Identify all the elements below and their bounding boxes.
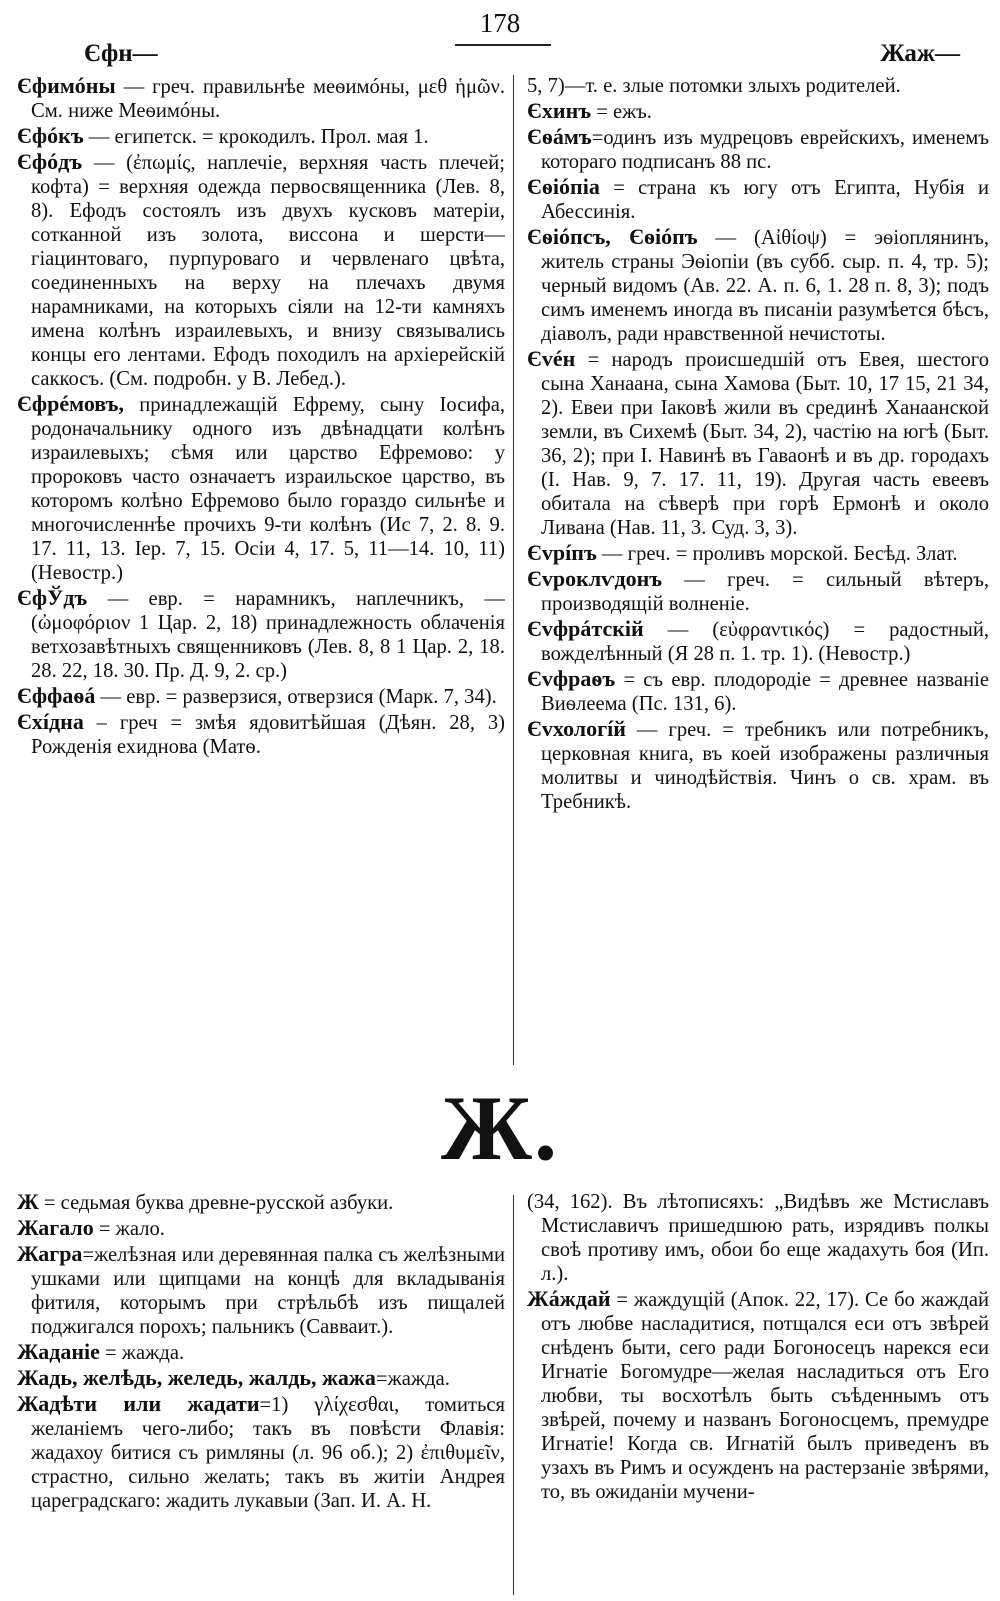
entry-headword: Єvрíпъ bbox=[527, 540, 597, 565]
entry-headword: Єфóдъ bbox=[17, 149, 83, 174]
entry-definition: — египетск. = крокодилъ. Прол. мая 1. bbox=[83, 126, 429, 148]
right-column-top bbox=[527, 74, 989, 1064]
entry-headword: Жагра bbox=[17, 1241, 83, 1266]
header-left-guide-word: Єфн— bbox=[84, 40, 158, 67]
entry-definition: = жажда. bbox=[99, 1342, 185, 1364]
entry-headword: Єvéн bbox=[527, 346, 576, 371]
entry-definition: — греч. = проливъ морской. Бесѣд. Злат. bbox=[596, 543, 958, 565]
entry-headword: Ж bbox=[17, 1189, 39, 1214]
dictionary-entry bbox=[17, 124, 505, 149]
entry-definition: — греч. правильнѣе меѳимóны, μεθ ἡμῶν. См. ниже Меѳимóны. bbox=[31, 76, 505, 122]
entry-definition: — (ἐπωμίς, наплечіе, верхняя часть плечей; кофта) = верхняя одежда первосвященника (Лев. 8, 8). Ефодъ состоялъ изъ двухъ кусковъ матеріи, сотканной изъ золота, виссона и шерсти—гіацинтоваго, пурпуроваго и червленаго цвѣта, соединенныхъ на верху на плечахъ двумя нарамниками, на которыхъ сіяли на 12-ти камняхъ имена колѣнъ израилевыхъ, и внизу связывались концы его лентами. Ефодъ походилъ на архіерейскій саккосъ. (См. подробн. у В. Лебед.). bbox=[31, 152, 505, 390]
column-divider-top bbox=[513, 75, 514, 1065]
dictionary-entry bbox=[17, 684, 505, 709]
entry-definition: 5, 7)—т. е. злые потомки злыхъ родителей. bbox=[527, 75, 901, 97]
dictionary-entry bbox=[17, 74, 505, 123]
dictionary-entry bbox=[17, 1392, 505, 1513]
entry-definition: — греч. = сильный вѣтеръ, производящій волненіе. bbox=[541, 569, 989, 615]
entry-definition: = страна къ югу отъ Египта, Нубія и Абессинія. bbox=[541, 177, 989, 223]
page-number: 178 bbox=[479, 8, 521, 38]
entry-definition: = народъ происшедшій отъ Евея, шестого сына Ханаана, сына Хамова (Быт. 10, 17 15, 21 34, 2). Евеи при Іаковѣ жили въ срединѣ Ханаанской земли, въ Сихемѣ (Быт. 34, 2), частію на югѣ (Быт. 36, 2); при І. Навинѣ въ Гаваонѣ и въ др. городахъ (І. Нав. 9, 7. 17. 11, 19). Другая часть евеевъ обитала на сѣверѣ при горѣ Ермонѣ и около Ливана (Нав. 11, 3. Суд. 3, 3). bbox=[541, 349, 989, 539]
left-column-bottom bbox=[17, 1190, 505, 1595]
entry-definition: принадлежащій Ефрему, сыну Іосифа, родоначальнику одного изъ двѣнадцати колѣнъ израилевыхъ; сѣмя или царство Ефремово: у пророковъ часто означаетъ израильское царство, въ которомъ колѣно Ефремово было гораздо сильнѣе и многочисленнѣе прочихъ 9-ти колѣнъ (Ис 7, 2. 8. 9. 17. 11, 13. Іер. 7, 15. Осіи 4, 17. 5, 11—14. 10, 11) (Невостр.) bbox=[31, 394, 505, 584]
dictionary-entry bbox=[17, 586, 505, 683]
entry-definition: = жаждущій (Апок. 22, 17). Се бо жаждай отъ любве насладитися, потщался еси отъ звѣрей снѣденъ быти, сего ради Богоносецъ нарекся еси Игнатіе Богомудре—желая насладиться отъ Его любви, ты восхотѣлъ быть съѣденнымъ отъ звѣрей, почему и названъ Богоносцемъ, премудре Игнатіе! Когда св. Игнатій былъ приведенъ въ узахъ въ Римъ и осужденъ на растерзаніе звѣрями, то, въ ожиданіи мучени- bbox=[541, 1289, 989, 1503]
entry-definition: =одинъ изъ мудрецовъ еврейскихъ, именемъ котораго подписанъ 88 пс. bbox=[541, 127, 989, 173]
dictionary-entry bbox=[527, 667, 989, 716]
dictionary-entry bbox=[527, 617, 989, 666]
entry-definition: =жажда. bbox=[375, 1368, 450, 1390]
entry-definition: = съ евр. плодородіе = древнее названіе Виѳлеема (Пс. 131, 6). bbox=[541, 669, 989, 715]
dictionary-entry bbox=[527, 567, 989, 616]
dictionary-entry bbox=[527, 74, 989, 98]
entry-definition: (34, 162). Въ лѣтописяхъ: „Видѣвъ же Мстиславъ Мстиславичъ пришедшюю рать, изрядивъ полкы своѣ противу имъ, обои бо еще жадахуть боя (Ип. л.). bbox=[527, 1191, 989, 1285]
entry-headword: Єфрéмовъ, bbox=[17, 391, 124, 416]
entry-definition: =желѣзная или деревянная палка съ желѣзными ушками или щипцами на концѣ для вкладыванія фитиля, которымъ при стрѣльбѣ изъ пищалей поджигался порохъ; пальникъ (Савваит.). bbox=[31, 1244, 505, 1338]
header-right-guide-word: Жаж— bbox=[880, 40, 960, 67]
entry-definition: = ежъ. bbox=[591, 101, 652, 123]
dictionary-entry bbox=[17, 150, 505, 391]
dictionary-entry bbox=[17, 1216, 505, 1241]
entry-headword: ЄфЎдъ bbox=[17, 585, 88, 610]
entry-headword: Єvфрáтскій bbox=[527, 616, 644, 641]
left-column-top bbox=[17, 74, 505, 1064]
dictionary-entry bbox=[17, 1190, 505, 1215]
entry-definition: = седьмая буква древне-русской азбуки. bbox=[38, 1192, 394, 1214]
entry-headword: Єфимóны bbox=[17, 73, 116, 98]
entry-definition: — (εὐφραντικός) = радостный, вожделѣнный (Я 28 п. 1. тр. 1). (Невостр.) bbox=[541, 619, 989, 665]
section-letter: Ж. bbox=[441, 1077, 559, 1179]
entry-definition: — (Αἰθίοψ) = эѳіоплянинъ, житель страны Эѳіопіи (въ субб. сыр. п. 4, тр. 5); черный видомъ (Ав. 22. А. п. 6, 1. 28 п. 8, 3); подъ симъ именемъ иногда въ писаніи разумѣется бѣсъ, діаволъ, ради нравственной нечистоты. bbox=[541, 227, 989, 345]
entry-headword: Єvфраѳъ bbox=[527, 666, 616, 691]
entry-headword: Єффаѳá bbox=[17, 683, 96, 708]
entry-headword: Єхинъ bbox=[527, 98, 592, 123]
dictionary-entry bbox=[527, 1190, 989, 1286]
entry-headword: Жáждай bbox=[527, 1286, 611, 1311]
entry-headword: Єѳіóпсъ, Єѳіóпъ bbox=[527, 224, 698, 249]
column-divider-bottom bbox=[513, 1195, 514, 1595]
dictionary-entry bbox=[527, 1287, 989, 1504]
dictionary-entry bbox=[17, 710, 505, 759]
entry-definition: – греч = змѣя ядовитѣйшая (Дѣян. 28, 3) Рожденія ехиднова (Матѳ. bbox=[31, 712, 505, 758]
entry-definition: — евр. = разверзися, отверзися (Марк. 7, 34). bbox=[95, 686, 497, 708]
entry-definition: =1) γλίχεσθαι, томиться желаніемъ чего-либо; такъ въ повѣсти Флавія: жадахоу битися съ римляны (л. 96 об.); 2) ἐπιθυμεῖν, страстно, сильно желать; такъ въ житіи Андрея цареградскаго: жадить лукавыи (Зап. И. А. Н. bbox=[31, 1394, 505, 1512]
dictionary-entry bbox=[527, 347, 989, 540]
entry-headword: Єvроклѵдонъ bbox=[527, 566, 663, 591]
entry-headword: Єхíдна bbox=[17, 709, 84, 734]
entry-definition: = жало. bbox=[93, 1218, 165, 1240]
dictionary-entry bbox=[17, 1340, 505, 1365]
dictionary-entry bbox=[17, 392, 505, 585]
page-header bbox=[0, 6, 1000, 66]
dictionary-entry bbox=[527, 99, 989, 124]
entry-definition: — евр. = нарамникъ, наплечникъ, —(ὠμοφόριον 1 Цар. 2, 18) принадлежность облаченія ветхозавѣтныхъ священниковъ (Лев. 8, 8 1 Цар. 2, 18. 28. 22, 18. 30. Пр. Д. 9, 2. ср.) bbox=[31, 588, 505, 682]
dictionary-entry bbox=[527, 717, 989, 814]
entry-headword: Єvхологíй bbox=[527, 716, 626, 741]
dictionary-entry bbox=[527, 175, 989, 224]
dictionary-entry bbox=[527, 225, 989, 346]
entry-headword: Жаданіе bbox=[17, 1339, 100, 1364]
right-column-bottom bbox=[527, 1190, 989, 1595]
entry-headword: Жадь, желѣдь, желедь, жалдь, жажа bbox=[17, 1365, 376, 1390]
dictionary-entry bbox=[17, 1366, 505, 1391]
dictionary-entry bbox=[527, 125, 989, 174]
entry-headword: Жадѣти или жадати bbox=[17, 1391, 260, 1416]
dictionary-entry bbox=[17, 1242, 505, 1339]
header-rule bbox=[455, 44, 551, 46]
entry-headword: Єфóкъ bbox=[17, 123, 84, 148]
entry-headword: Жагало bbox=[17, 1215, 94, 1240]
entry-headword: Єѳіóпіа bbox=[527, 174, 600, 199]
dictionary-entry bbox=[527, 541, 989, 566]
entry-definition: — греч. = требникъ или потребникъ, церковная книга, въ коей изображены различныя молитвы и чинодѣйствія. Чинъ о св. храм. въ Требникѣ. bbox=[541, 719, 989, 813]
entry-headword: Єѳáмъ bbox=[527, 124, 592, 149]
